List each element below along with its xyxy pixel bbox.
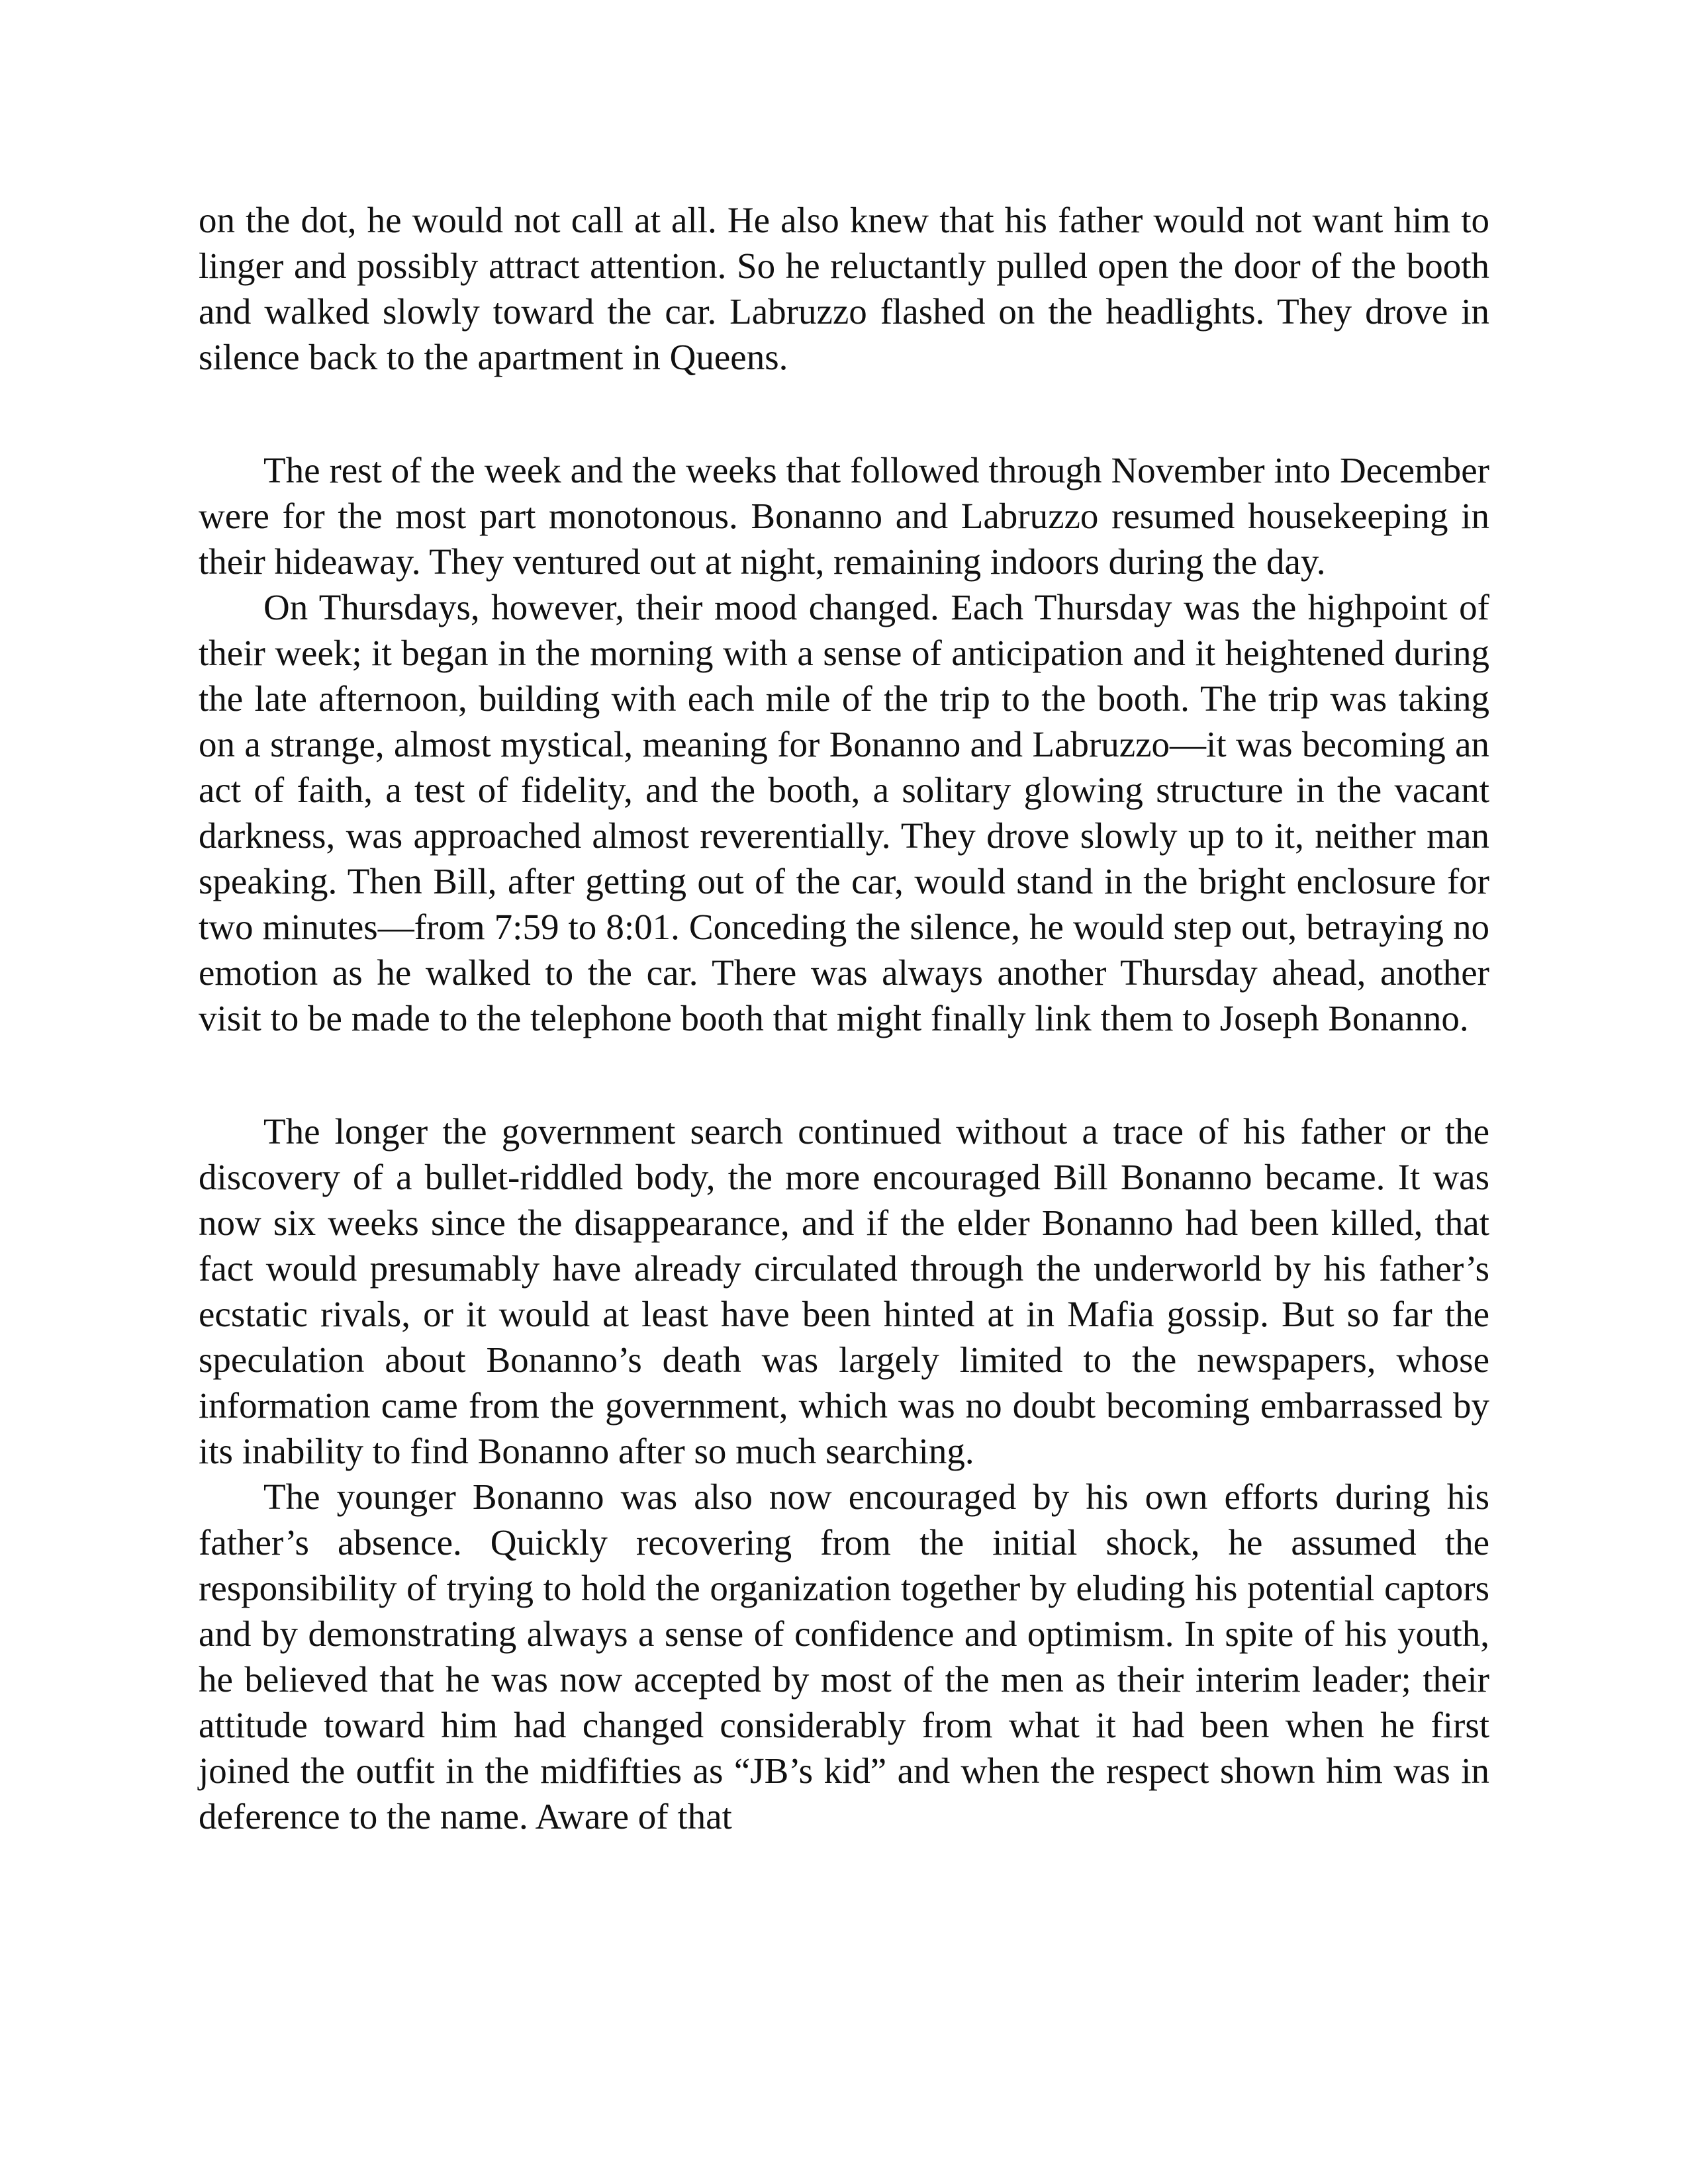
paragraph-1: on the dot, he would not call at all. He also knew that his father would not want him to linger and possibly attract attention. So he reluctantly pulled open the door of the booth and walked slowly toward the car. Labruzzo flashed on the headlights. They drove in silence back to the apartment in Queens. bbox=[199, 200, 1489, 377]
paragraph-4: The longer the government search continued without a trace of his father or the discovery of a bullet-riddled body, the more encouraged Bill Bonanno became. It was now six weeks since the disappearance, and if the elder Bonanno had been killed, that fact would presumably have already circulated through the underworld by his father’s ecstatic rivals, or it would at least have been hinted at in Mafia gossip. But so far the speculation about Bonanno’s death was largely limited to the newspapers, whose information came from the government, which was no doubt becoming embarrassed by its inability to find Bonanno after so much searching. bbox=[199, 1111, 1489, 1471]
document-page bbox=[199, 197, 1489, 1839]
paragraph-5: The younger Bonanno was also now encouraged by his own efforts during his father’s absence. Quickly recovering from the initial shock, he assumed the responsibility of trying to hold the organization together by eluding his potential captors and by demonstrating always a sense of confidence and optimism. In spite of his youth, he believed that he was now accepted by most of the men as their interim leader; their attitude toward him had changed considerably from what it had been when he first joined the outfit in the midfifties as “JB’s kid” and when the respect shown him was in deference to the name. Aware of that bbox=[199, 1477, 1489, 1837]
paragraph-2: The rest of the week and the weeks that followed through November into December were for the most part monotonous. Bonanno and Labruzzo resumed housekeeping in their hideaway. They ventured out at night, remaining indoors during the day. bbox=[199, 450, 1489, 582]
paragraph-3: On Thursdays, however, their mood changed. Each Thursday was the highpoint of their week; it began in the morning with a sense of anticipation and it heightened during the late afternoon, building with each mile of the trip to the booth. The trip was taking on a strange, almost mystical, meaning for Bonanno and Labruzzo—it was becoming an act of faith, a test of fidelity, and the booth, a solitary glowing structure in the vacant darkness, was approached almost reverentially. They drove slowly up to it, neither man speaking. Then Bill, after getting out of the car, would stand in the bright enclosure for two minutes—from 7:59 to 8:01. Conceding the silence, he would step out, betraying no emotion as he walked to the car. There was always another Thursday ahead, another visit to be made to the telephone booth that might finally link them to Joseph Bonanno. bbox=[199, 587, 1489, 1038]
